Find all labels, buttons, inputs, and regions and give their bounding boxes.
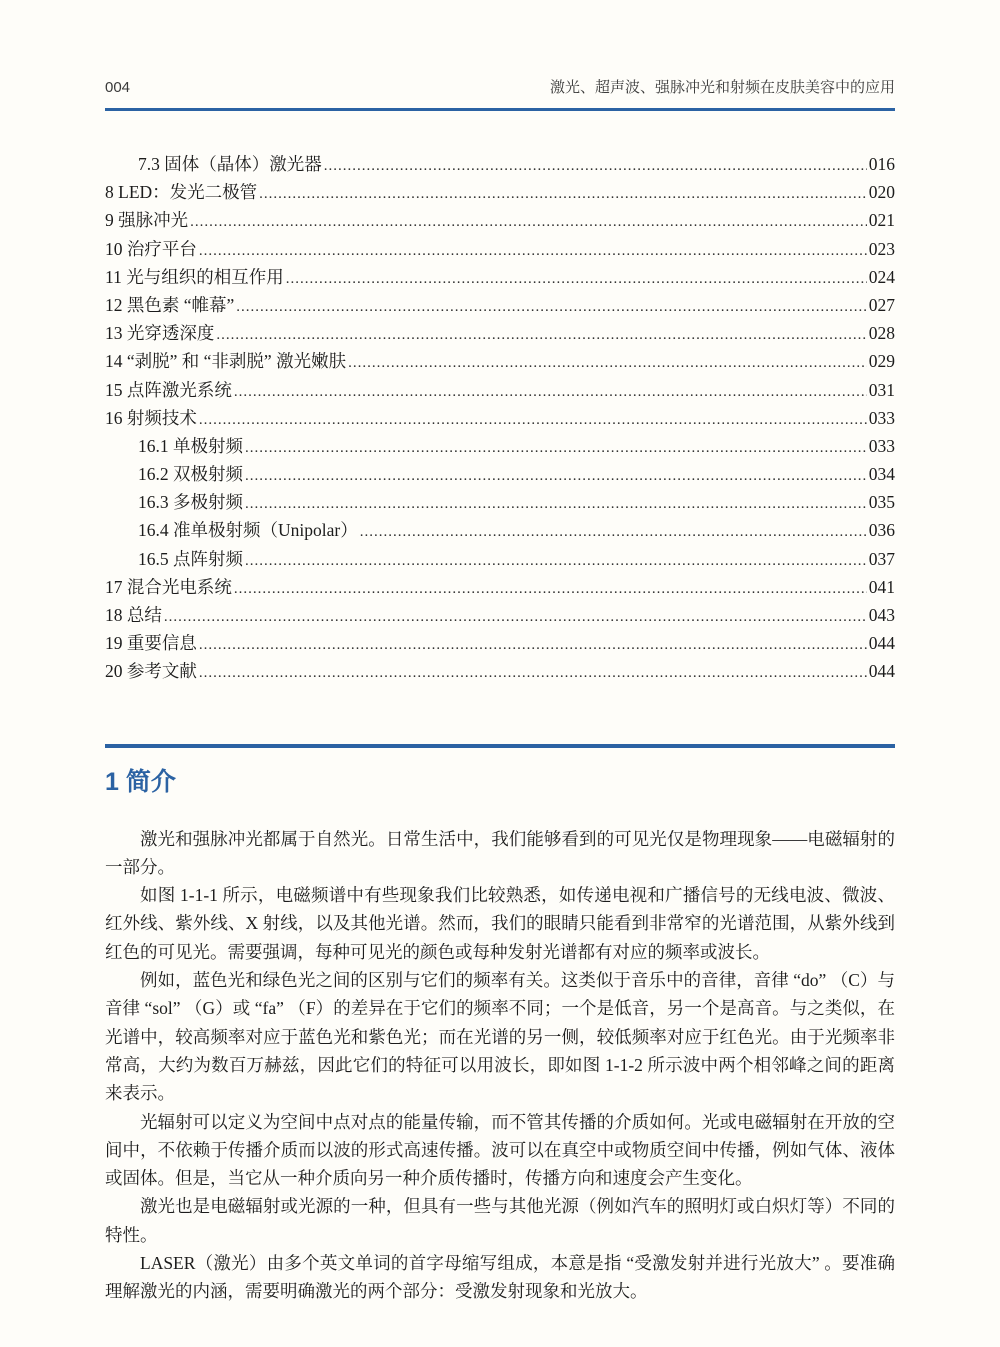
toc-entry [105,489,895,517]
dot-leader [259,186,867,203]
toc-entry-page: 033 [868,435,895,456]
toc-entry [105,574,895,602]
toc-entry-label: 16.5 点阵射频 [138,548,243,569]
dot-leader [216,327,866,344]
toc-entry [105,207,895,235]
toc-entry-page: 024 [868,266,895,287]
toc-entry-label: 11 光与组织的相互作用 [105,266,284,287]
toc-entry-page: 041 [868,576,895,597]
toc-entry [105,461,895,489]
toc-entry-page: 031 [868,379,895,400]
dot-leader [324,158,867,175]
toc-entry-page: 020 [868,182,895,203]
section-rule [105,744,895,748]
toc-entry-page: 044 [868,633,895,654]
dot-leader [164,609,867,626]
toc-entry [105,179,895,207]
toc-entry-page: 028 [868,323,895,344]
toc-entry [105,517,895,545]
toc-entry-label: 10 治疗平台 [105,238,197,259]
toc-entry-page: 036 [868,520,895,541]
toc-entry [105,348,895,376]
dot-leader [234,581,867,598]
section-intro [105,744,895,1306]
dot-leader [199,665,867,682]
toc-entry-page: 034 [868,464,895,485]
toc-entry-page: 029 [868,351,895,372]
body-paragraph: LASER（激光）由多个英文单词的首字母缩写组成，本意是指 “受激发射并进行光放大” 。要准确理解激光的内涵，需要明确激光的两个部分：受激发射现象和光放大。 [105,1253,895,1302]
dot-leader [190,214,867,231]
toc-entry-label: 7.3 固体（晶体）激光器 [138,154,322,174]
dot-leader [245,553,867,570]
toc-entry-label: 20 参考文献 [105,661,197,682]
toc-entry-label: 16 射频技术 [105,407,197,428]
toc-entry [105,658,895,686]
toc-entry-page: 016 [868,154,895,174]
toc-entry [105,630,895,658]
toc-entry-label: 12 黑色素 “帷幕” [105,294,235,315]
toc-entry [105,405,895,433]
dot-leader [360,524,867,541]
dot-leader [245,496,867,513]
toc-entry [105,602,895,630]
dot-leader [199,637,867,654]
toc-entry-label: 15 点阵激光系统 [105,379,232,400]
toc-entry-label: 18 总结 [105,605,162,625]
toc-entry-label: 16.4 准单极射频（Unipolar） [138,520,358,541]
toc-entry [105,151,895,179]
dot-leader [234,384,867,401]
toc-entry-label: 13 光穿透深度 [105,323,215,344]
body-paragraph: 例如，蓝色光和绿色光之间的区别与它们的频率有关。这类似于音乐中的音律，音律 “do” （C）与音律 “sol” （G）或 “fa” （F）的差异在于它们的频率不同；一个是低音，另一个是高音。与之类似，在光谱中，较高频率对应于蓝色光和紫色光；而在光谱的另一侧，较低频率对应于红色光。由于光频率非常高，大约为数百万赫兹，因此它们的特征可以用波长，即如图 1-1-2 所示波中两个相邻峰之间的距离来表示。 [105,970,895,1104]
toc-entry [105,546,895,574]
dot-leader [199,412,867,429]
toc-entry-label: 14 “剥脱” 和 “非剥脱” 激光嫩肤 [105,351,347,372]
toc-entry [105,433,895,461]
toc-entry-page: 044 [868,661,895,682]
toc-entry-page: 023 [868,238,895,259]
toc-entry-page: 021 [868,210,895,231]
toc-entry-label: 19 重要信息 [105,633,197,654]
running-title: 激光、超声波、强脉冲光和射频在皮肤美容中的应用 [549,79,895,96]
toc-entry [105,320,895,348]
body-paragraph: 激光也是电磁辐射或光源的一种，但具有一些与其他光源（例如汽车的照明灯或白炽灯等）不同的特性。 [105,1196,895,1245]
body-paragraph: 如图 1-1-1 所示，电磁频谱中有些现象我们比较熟悉，如传递电视和广播信号的无线电波、微波、红外线、紫外线、X 射线，以及其他光谱。然而，我们的眼睛只能看到非常窄的光谱范围，从紫外线到红色的可见光。需要强调，每种可见光的颜色或每种发射光谱都有对应的频率或波长。 [105,885,895,962]
dot-leader [245,468,867,485]
header-rule [105,108,895,111]
body-paragraph: 光辐射可以定义为空间中点对点的能量传输，而不管其传播的介质如何。光或电磁辐射在开放的空间中，不依赖于传播介质而以波的形式高速传播。波可以在真空中或物质空间中传播，例如气体、液体或固体。但是，当它从一种介质向另一种介质传播时，传播方向和速度会产生变化。 [105,1111,895,1189]
section-body [105,825,895,1306]
toc-entry [105,292,895,320]
toc-entry-page: 035 [868,492,895,513]
toc-entry-label: 8 LED：发光二极管 [105,182,258,203]
page-number: 004 [105,79,131,96]
toc-entry [105,264,895,292]
toc-entry-page: 033 [868,407,895,428]
toc-entry-label: 9 强脉冲光 [105,210,189,231]
dot-leader [199,243,867,260]
toc-entry-page: 037 [868,548,895,569]
toc-entry-label: 16.2 双极射频 [138,464,243,485]
toc-entry-label: 17 混合光电系统 [105,576,232,597]
dot-leader [348,355,867,372]
body-paragraph: 激光和强脉冲光都属于自然光。日常生活中，我们能够看到的可见光仅是物理现象——电磁辐射的一部分。 [105,828,895,877]
toc-entry [105,377,895,405]
section-heading: 1 简介 [105,767,176,796]
toc-entry-page: 027 [868,294,895,315]
toc-entry-page: 043 [868,605,895,625]
dot-leader [286,271,867,288]
toc-entry-label: 16.3 多极射频 [138,492,243,513]
dot-leader [236,299,866,316]
toc [105,151,895,687]
dot-leader [245,440,867,457]
toc-entry [105,236,895,264]
running-header [105,0,895,97]
toc-entry-label: 16.1 单极射频 [138,435,243,456]
